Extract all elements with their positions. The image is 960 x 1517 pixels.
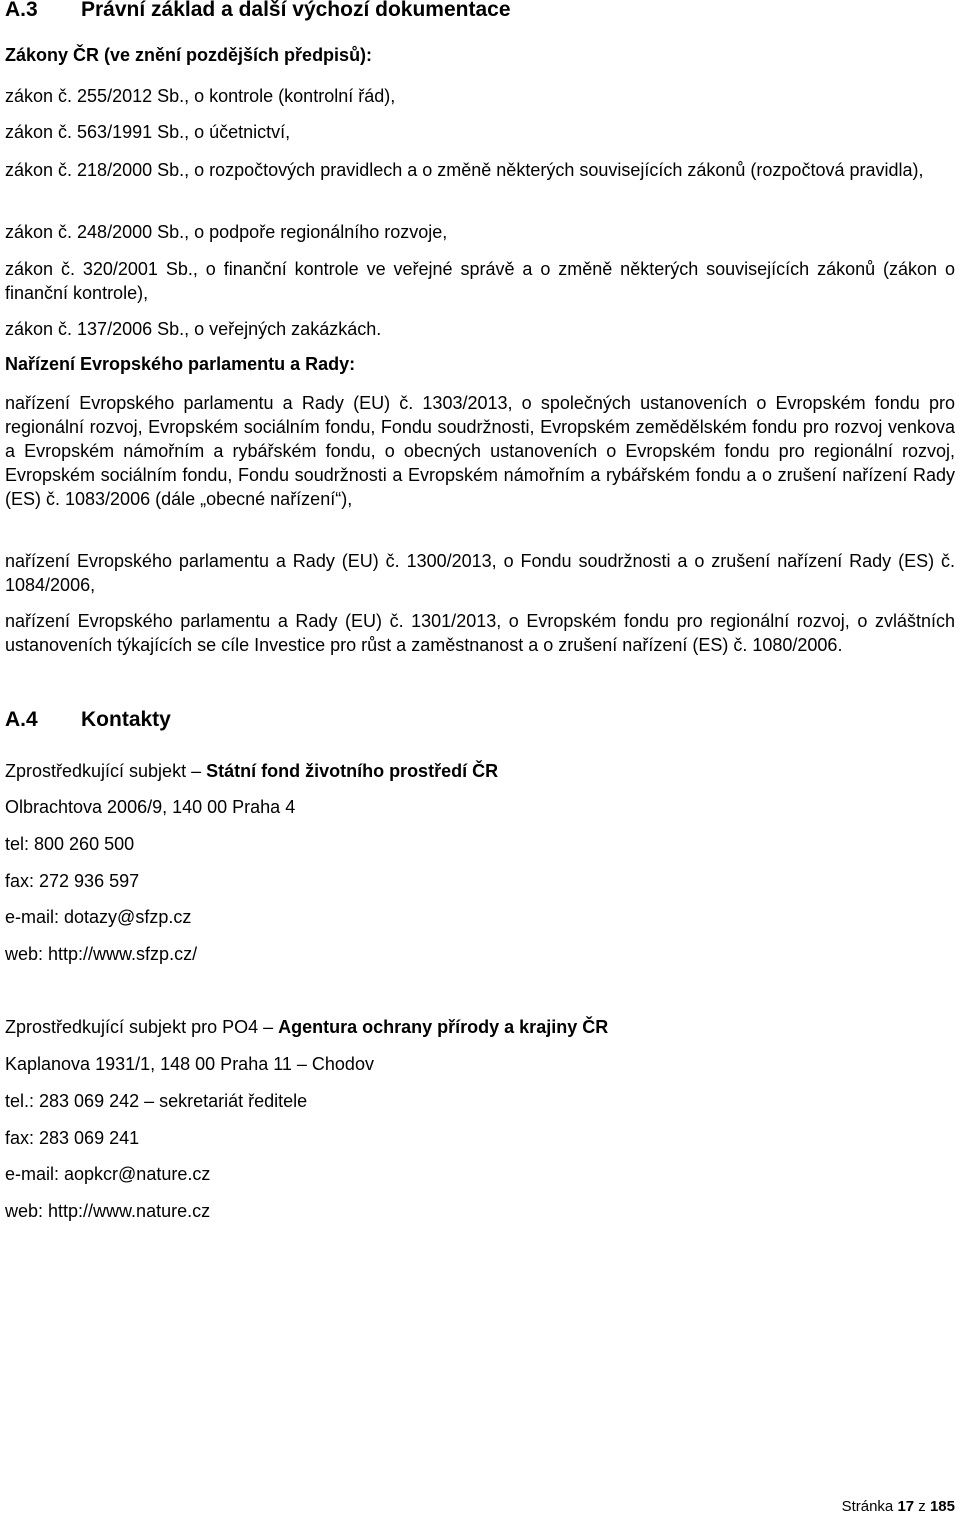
- contact1-fax: fax: 272 936 597: [5, 871, 140, 891]
- law-item: zákon č. 255/2012 Sb., o kontrole (kontrolní řád),: [5, 86, 396, 106]
- contact1-address: Olbrachtova 2006/9, 140 00 Praha 4: [5, 797, 296, 817]
- contact2-name: Agentura ochrany přírody a krajiny ČR: [278, 1017, 609, 1037]
- section-title: Právní základ a další výchozí dokumentace: [81, 0, 511, 21]
- contact1-subject: [5, 759, 955, 783]
- footer-page-total: 185: [929, 1498, 955, 1515]
- regulation-item: nařízení Evropského parlamentu a Rady (EU) č. 1303/2013, o společných ustanoveních o Evropském fondu pro regionální rozvoj, Evropském sociálním fondu, Fondu soudržnosti, Evropském zemědělském fondu pro rozvoj venkova a Evropském námořním a rybářském fondu, o obecných ustanoveních o Evropském fondu pro regionální rozvoj, Evropském sociálním fondu, Fondu soudržnosti a Evropském námořním a rybářském fondu a o zrušení nařízení Rady (ES) č. 1083/2006 (dále „obecné nařízení“),: [5, 393, 955, 509]
- regulation-item: nařízení Evropského parlamentu a Rady (EU) č. 1300/2013, o Fondu soudržnosti a o zrušení nařízení Rady (ES) č. 1084/2006,: [5, 551, 955, 595]
- regulation-item: nařízení Evropského parlamentu a Rady (EU) č. 1301/2013, o Evropském fondu pro regionální rozvoj, o zvláštních ustanoveních týkajících se cíle Investice pro růst a zaměstnanost a o zrušení nařízení (ES) č. 1080/2006.: [5, 611, 955, 655]
- regulations-heading: Nařízení Evropského parlamentu a Rady:: [5, 354, 356, 374]
- law-item: zákon č. 563/1991 Sb., o účetnictví,: [5, 122, 291, 142]
- contact1-label: Zprostředkující subjekt –: [5, 761, 207, 781]
- law-item: zákon č. 248/2000 Sb., o podpoře regionálního rozvoje,: [5, 222, 448, 242]
- contact2-tel: tel.: 283 069 242 – sekretariát ředitele: [5, 1091, 308, 1111]
- laws-heading: Zákony ČR (ve znění pozdějších předpisů):: [5, 45, 373, 65]
- contact1-web: web: http://www.sfzp.cz/: [5, 944, 198, 964]
- section-heading-a3: [5, 0, 511, 23]
- contact1-email: e-mail: dotazy@sfzp.cz: [5, 907, 192, 927]
- contact2-label: Zprostředkující subjekt pro PO4 –: [5, 1017, 279, 1037]
- contact2-web: web: http://www.nature.cz: [5, 1201, 211, 1221]
- law-item: zákon č. 137/2006 Sb., o veřejných zakázkách.: [5, 319, 382, 339]
- contact1-name: Státní fond životního prostředí ČR: [206, 761, 499, 781]
- contact1-tel: tel: 800 260 500: [5, 834, 135, 854]
- section-heading-a4: [5, 707, 171, 733]
- contact2-subject: [5, 1015, 955, 1039]
- contact2-address: Kaplanova 1931/1, 148 00 Praha 11 – Chodov: [5, 1054, 374, 1074]
- contact2-fax: fax: 283 069 241: [5, 1128, 140, 1148]
- footer-middle: z: [914, 1498, 930, 1515]
- law-item: zákon č. 320/2001 Sb., o finanční kontrole ve veřejné správě a o změně některých souvisejících zákonů (zákon o finanční kontrole),: [5, 259, 955, 303]
- section-title: Kontakty: [81, 708, 171, 731]
- page-footer: [842, 1498, 955, 1516]
- section-number: A.4: [5, 708, 38, 731]
- footer-page-number: 17: [897, 1498, 915, 1515]
- section-number: A.3: [5, 0, 38, 21]
- law-item: zákon č. 218/2000 Sb., o rozpočtových pravidlech a o změně některých souvisejících zákonů (rozpočtová pravidla),: [5, 160, 924, 180]
- contact2-email: e-mail: aopkcr@nature.cz: [5, 1164, 211, 1184]
- footer-prefix: Stránka: [841, 1498, 898, 1515]
